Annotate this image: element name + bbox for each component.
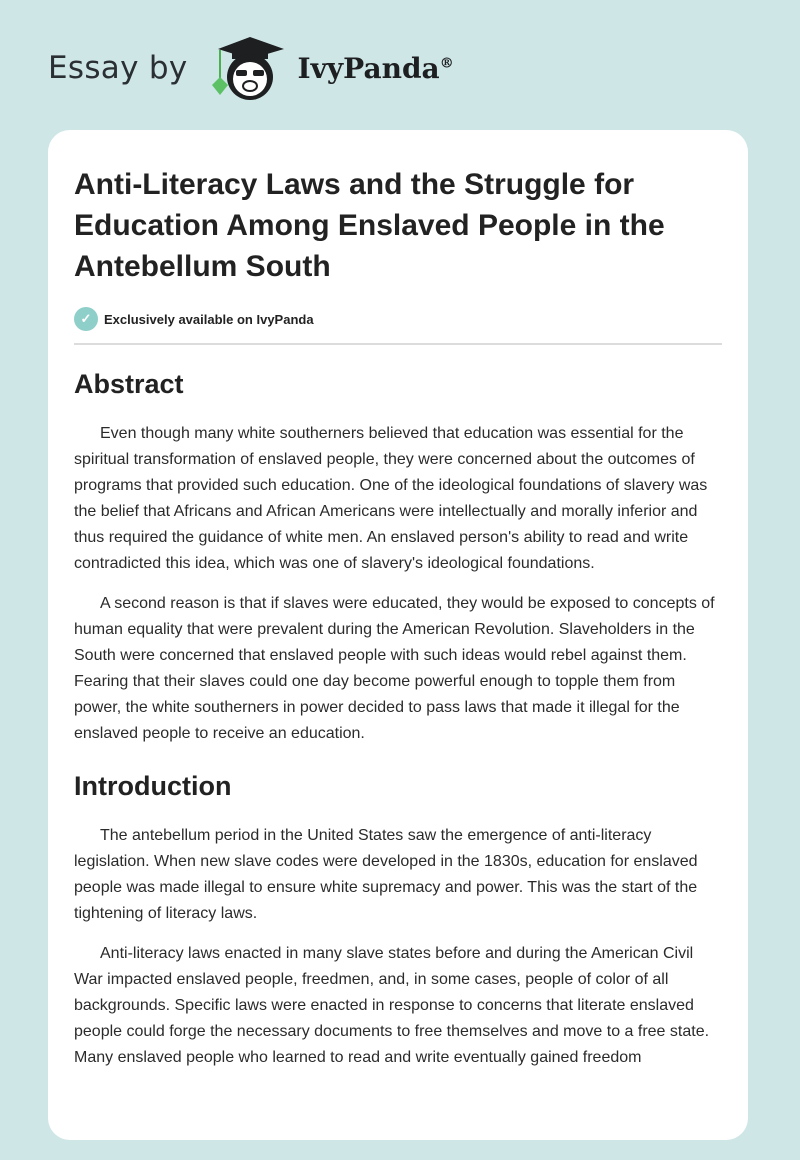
brand-name: IvyPanda® <box>297 51 454 85</box>
essay-by-label: Essay by <box>48 50 188 86</box>
divider <box>74 343 722 345</box>
brand-header[interactable] <box>48 36 454 100</box>
essay-title: Anti-Literacy Laws and the Struggle for Education Among Enslaved People in the Antebellum South <box>74 168 665 283</box>
paragraph: The antebellum period in the United States saw the emergence of anti-literacy legislation. When new slave codes were developed in the 1830s, education for enslaved people was made illegal to ensure white supremacy and power. This was the start of the tightening of literacy laws. <box>74 827 698 922</box>
paragraph: A second reason is that if slaves were educated, they would be exposed to concepts of human equality that were prevalent during the American Revolution. Slaveholders in the South were concerned that enslaved people with such ideas would rebel against them. Fearing that their slaves could one day become powerful enough to topple them from power, the white southerners in power decided to pass laws that made it illegal for the enslaved people to receive an education. <box>74 595 715 742</box>
section-heading: Introduction <box>74 771 232 801</box>
badge-label: Exclusively available on IvyPanda <box>104 311 314 327</box>
exclusive-badge <box>74 307 722 331</box>
paragraph: Anti-literacy laws enacted in many slave states before and during the American Civil War impacted enslaved people, freedmen, and, in some cases, people of color of all backgrounds. Specific laws were enacted in response to concerns that literate enslaved people could forge the necessary documents to free themselves and move to a free state. Many enslaved people who learned to read and write eventually gained freedom <box>74 945 710 1066</box>
ivypanda-logo-icon <box>206 33 292 103</box>
paragraph: Even though many white southerners believed that education was essential for the spiritual transformation of enslaved people, they were concerned about the outcomes of programs that provided such education. One of the ideological foundations of slavery was the belief that Africans and African Americans were intellectually and morally inferior and thus required the guidance of white men. An enslaved person's ability to read and write contradicted this idea, which was one of slavery's ideological foundations. <box>74 425 708 572</box>
section-abstract <box>74 367 722 747</box>
check-icon: ✓ <box>74 307 98 331</box>
section-introduction <box>74 769 722 1071</box>
section-heading: Abstract <box>74 369 184 399</box>
essay-card <box>48 130 748 1140</box>
